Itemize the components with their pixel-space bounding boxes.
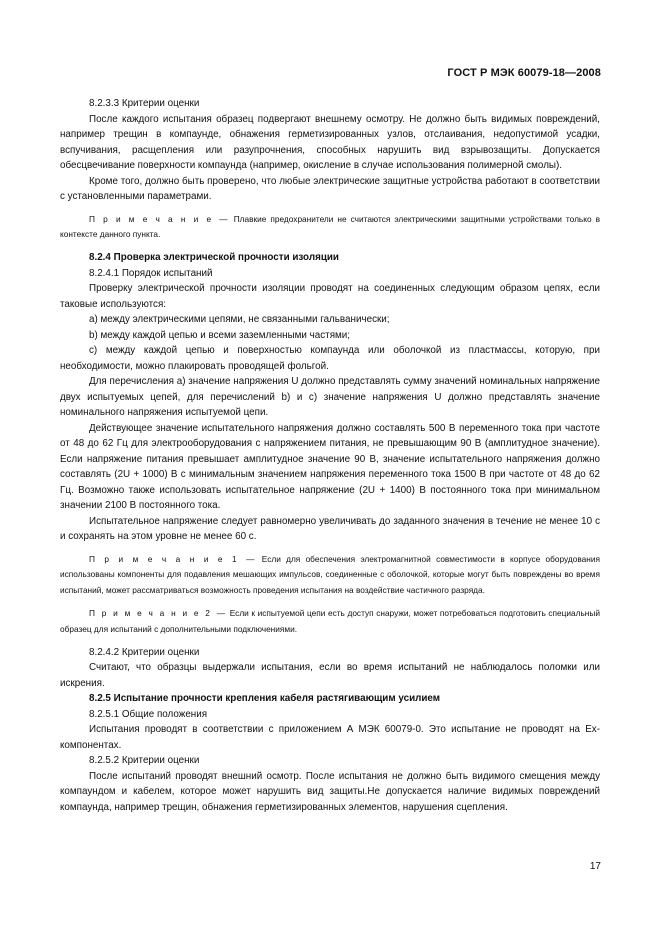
list-item: b) между каждой цепью и всеми заземленными частями; [89,329,351,341]
section-title-8-2-4-2: 8.2.4.2 Критерии оценки [89,646,200,658]
paragraph: Проверку электрической прочности изоляции проводят на соединенных следующим образом цепях, если таковые используются: [60,283,600,310]
section-title-8-2-4-1: 8.2.4.1 Порядок испытаний [89,267,213,279]
paragraph: После испытаний проводят внешний осмотр. После испытания не должно быть видимого смещения между компаундом и кабелем, которое может нарушить вид защиты.Не допускается наличие видимых повреждений компаунда, например трещин, обнажения герметизированных элементов, нарушения сцепления. [60,770,600,813]
paragraph: Кроме того, должно быть проверено, что любые электрические защитные устройства работают в соответствии с установленными параметрами. [60,175,600,202]
paragraph: Испытания проводят в соответствии с приложением А МЭК 60079-0. Это испытание не проводят на Ex-компонентах. [60,724,600,751]
note-text: Если для обеспечения электромагнитной совместимости в корпусе оборудования использованы компоненты для подавления мешающих импульсов, соединенные с оболочкой, которые могут быть повреждены во время испытаний, может рассматриваться возможность проведения испытания на воздействие частичного разряда. [60,553,600,596]
section-title-8-2-3-3: 8.2.3.3 Критерии оценки [89,98,200,109]
note [60,606,600,638]
document-header: ГОСТ Р МЭК 60079-18—2008 [447,67,601,79]
section-title-8-2-5: 8.2.5 Испытание прочности крепления кабеля растягивающим усилием [89,693,441,705]
section-title-8-2-5-2: 8.2.5.2 Критерии оценки [89,755,200,767]
note-text: Плавкие предохранители не считаются электрическими защитными устройствами только в контексте данного пункта. [60,213,600,240]
note-label: П р и м е ч а н и е 1 — [89,553,257,564]
paragraph: Действующее значение испытательного напряжения должно составлять 500 В переменного тока при частоте от 48 до 62 Гц для электрооборудования с напряжением питания, не превышающим 90 В (амплитудное значение). Если напряжение питания превышает амплитудное значение 90 В, значение испытательного напряжения должно составлять (2U + 1000) В с минимальным значением напряжения переменного тока 1500 В при частоте от 48 до 62 Гц. Возможно также использовать испытательное напряжение (2U + 1400) В постоянного тока при минимальном значении 2100 В постоянного тока. [60,422,600,512]
note [60,552,600,599]
section-title-8-2-5-1: 8.2.5.1 Общие положения [89,708,208,720]
document-body [60,96,600,815]
paragraph: Для перечисления а) значение напряжения U должно представлять сумму значений номинальных напряжение двух испытуемых цепей, для перечислений b) и с) значение напряжения U должно представлять значение номинального напряжения испытуемой цепи. [60,376,600,419]
note-label: П р и м е ч а н и е 2 — [89,607,228,618]
paragraph: Считают, что образцы выдержали испытания, если во время испытаний не наблюдалось поломки или искрения. [60,662,600,689]
note [60,212,600,244]
paragraph: Испытательное напряжение следует равномерно увеличивать до заданного значения в течение не менее 10 с и сохранять на этом уровне не менее 60 с. [60,515,600,543]
paragraph: После каждого испытания образец подвергают внешнему осмотру. Не должно быть видимых повреждений, например трещин в компаунде, обнажения герметизированных узлов, отслаивания, недопустимой усадки, вспучивания, расщепления или разупрочнения, способных нарушить вид взрывозащиты. Допускается обесцвечивание поверхности компаунда (например, окисление в случае использования полимерной смолы). [60,113,600,171]
section-title-8-2-4: 8.2.4 Проверка электрической прочности изоляции [89,252,339,264]
note-text: Если к испытуемой цепи есть доступ снаружи, может потребоваться подготовить специальный образец для испытаний с дополнительными подключениями. [60,607,600,634]
note-label: П р и м е ч а н и е — [89,213,230,224]
page-number: 17 [589,861,601,872]
list-item: а) между электрическими цепями, не связанными гальванически; [89,314,390,326]
list-item: с) между каждой цепью и поверхностью компаунда или оболочкой из пластмассы, которую, при необходимости, можно плакировать проводящей фольгой. [60,345,600,372]
